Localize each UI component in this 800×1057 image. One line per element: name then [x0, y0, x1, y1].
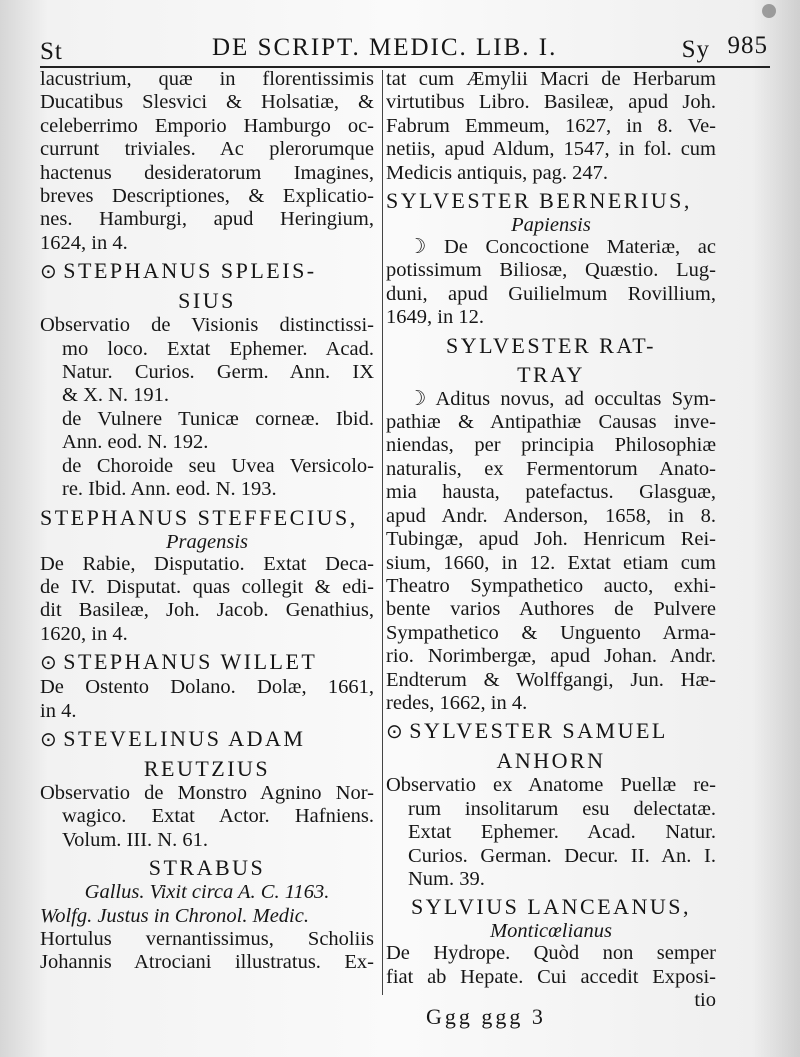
header-title: DE SCRIPT. MEDIC. LIB. I. [212, 34, 558, 61]
text-line: de IV. Disputat. quas collegit & edi- [40, 575, 374, 598]
text-line: Observatio ex Anatome Puellæ re- [386, 774, 716, 797]
text-line: Volum. III. N. 61. [62, 828, 208, 851]
text-line: Observatio de Visionis distinctissi- [40, 314, 374, 337]
text-line: 1620, in 4. [40, 622, 128, 645]
text-line: De Rabie, Disputatio. Extat Deca- [40, 552, 374, 575]
footer-signature: Ggg ggg 3 [426, 1004, 546, 1029]
entry-heading-text: ANHORN [496, 748, 606, 774]
entry-heading [386, 748, 716, 774]
entry-heading-text: TRAY [517, 361, 585, 387]
entry-heading [386, 718, 716, 745]
text-line: celeberrimo Emporio Hamburgo oc- [40, 114, 374, 137]
entry-heading-text: SYLVESTER BERNERIUS, [386, 188, 692, 214]
entry-heading [386, 894, 716, 920]
entry-heading [386, 188, 716, 214]
entry-heading-text: STEPHANUS WILLET [63, 649, 318, 675]
text-line: hactenus desideratorum Imagines, [40, 161, 374, 184]
text-line: 1649, in 12. [386, 306, 484, 329]
text-line: Gallus. Vixit circa A. C. 1163. [84, 881, 330, 904]
entry-heading-text: STRABUS [148, 855, 266, 881]
text-line: breves Descriptiones, & Explicatio- [40, 185, 374, 208]
circle-dot-marker-icon: ⊙ [40, 261, 60, 284]
entry-heading-text: REUTZIUS [143, 755, 271, 781]
text-line: 1624, in 4. [40, 231, 128, 254]
text-line: Theatro Sympathetico aucto, exhi- [386, 574, 716, 597]
text-line: re. Ibid. Ann. eod. N. 193. [62, 478, 277, 501]
entry-heading [386, 333, 716, 359]
entry-heading [40, 288, 374, 314]
text-line: Curios. German. Decur. II. An. I. [408, 844, 716, 867]
text-line: Sympathetico & Unguento Arma- [386, 621, 716, 644]
column-divider [382, 70, 383, 995]
text-line: Medicis antiquis, pag. 247. [386, 161, 609, 184]
header-signature-left: St [40, 38, 63, 65]
text-line: currunt triviales. Ac plerorumque [40, 138, 374, 161]
text-line: netiis, apud Aldum, 1547, in fol. cum [386, 138, 716, 161]
text-line: Johannis Atrociani illustratus. Ex- [40, 951, 374, 974]
left-column [40, 68, 374, 975]
entry-heading-text: SYLVESTER SAMUEL [409, 718, 668, 744]
running-head [40, 32, 768, 68]
entry-heading [40, 726, 374, 753]
text-line: bente varios Authores de Pulvere [386, 598, 716, 621]
entry-heading-text: SIUS [178, 288, 236, 314]
text-line: ☽ Aditus novus, ad occultas Sym- [408, 387, 716, 410]
text-line: De Hydrope. Quòd non semper [386, 942, 716, 965]
text-line: pathiæ & Antipathiæ Causas inve- [386, 411, 716, 434]
text-line: ☽ De Concoctione Materiæ, ac [408, 236, 716, 259]
text-line: nes. Hamburgi, apud Heringium, [40, 208, 374, 231]
text-line: Ducatibus Slesvici & Holsatiæ, & [40, 91, 374, 114]
text-line: Endterum & Wolffgangi, Jun. Hæ- [386, 668, 716, 691]
text-line: & X. N. 191. [62, 384, 170, 407]
header-signature-right: Sy [681, 36, 710, 63]
entry-heading-text: SYLVESTER RAT- [445, 332, 657, 358]
text-line: mo loco. Extat Ephemer. Acad. [62, 337, 374, 360]
entry-heading [40, 649, 374, 676]
text-line: de Vulnere Tunicæ corneæ. Ibid. [62, 407, 374, 430]
text-line: tio [694, 989, 716, 1012]
entry-heading [40, 756, 374, 782]
text-line: redes, 1662, in 4. [386, 691, 528, 714]
text-line: sium, 1660, in 12. Extat etiam cum [386, 551, 716, 574]
entry-heading-text: STEPHANUS SPLEIS- [63, 258, 317, 284]
text-line: Ann. eod. N. 192. [62, 431, 209, 454]
text-line: tat cum Æmylii Macri de Herbarum [386, 68, 716, 90]
text-line: apud Andr. Anderson, 1658, in 8. [386, 504, 716, 527]
text-line: Fabrum Emmeum, 1627, in 8. Ve- [386, 114, 716, 137]
entry-heading [386, 362, 716, 388]
entry-heading-text: SYLVIUS LANCEANUS, [410, 894, 692, 920]
text-line: in 4. [40, 699, 77, 722]
text-line: Hortulus vernantissimus, Scholiis [40, 927, 374, 950]
text-line: rum insolitarum esu delectatæ. [408, 797, 716, 820]
entry-heading [40, 505, 374, 531]
text-line: Extat Ephemer. Acad. Natur. [408, 821, 716, 844]
text-line: dit Basileæ, Joh. Jacob. Genathius, [40, 599, 374, 622]
circle-dot-marker-icon: ⊙ [40, 652, 60, 675]
entry-heading-text: STEVELINUS ADAM [63, 725, 306, 751]
text-line: rio. Norimbergæ, apud Johan. Andr. [386, 645, 716, 668]
text-line: duni, apud Guilielmum Rovillium, [386, 282, 716, 305]
text-line: Wolfg. Justus in Chronol. Medic. [40, 904, 309, 927]
entry-heading [40, 855, 374, 881]
circle-dot-marker-icon: ⊙ [386, 721, 406, 744]
text-line: Observatio de Monstro Agnino Nor- [40, 781, 374, 804]
text-line: Natur. Curios. Germ. Ann. IX [62, 361, 374, 384]
entry-origin: Pragensis [166, 530, 248, 553]
text-line: naturalis, ex Fermentorum Anato- [386, 457, 716, 480]
right-column [386, 68, 716, 1013]
page-number: 985 [727, 32, 768, 59]
text-line: Num. 39. [408, 867, 485, 890]
entry-heading [40, 258, 374, 285]
text-line: virtutibus Libro. Basileæ, apud Joh. [386, 91, 716, 114]
circle-dot-marker-icon: ⊙ [40, 728, 60, 751]
text-line: wagico. Extat Actor. Hafniens. [62, 805, 374, 828]
entry-heading-text: STEPHANUS STEFFECIUS, [40, 504, 358, 530]
text-line: niendas, per principia Philosophiæ [386, 434, 716, 457]
text-line: potissimum Biliosæ, Quæstio. Lug- [386, 259, 716, 282]
entry-origin: Monticœlianus [490, 920, 612, 943]
text-line: lacustrium, quæ in florentissimis [40, 68, 374, 90]
text-line: De Ostento Dolano. Dolæ, 1661, [40, 676, 374, 699]
text-line: Tubingæ, apud Joh. Henricum Rei- [386, 528, 716, 551]
text-line: fiat ab Hepate. Cui accedit Exposi- [386, 965, 716, 988]
entry-origin: Papiensis [511, 214, 591, 237]
text-line: mia hausta, patefactus. Glasguæ, [386, 481, 716, 504]
ink-spot [762, 4, 776, 18]
text-line: de Choroide seu Uvea Versicolo- [62, 454, 374, 477]
